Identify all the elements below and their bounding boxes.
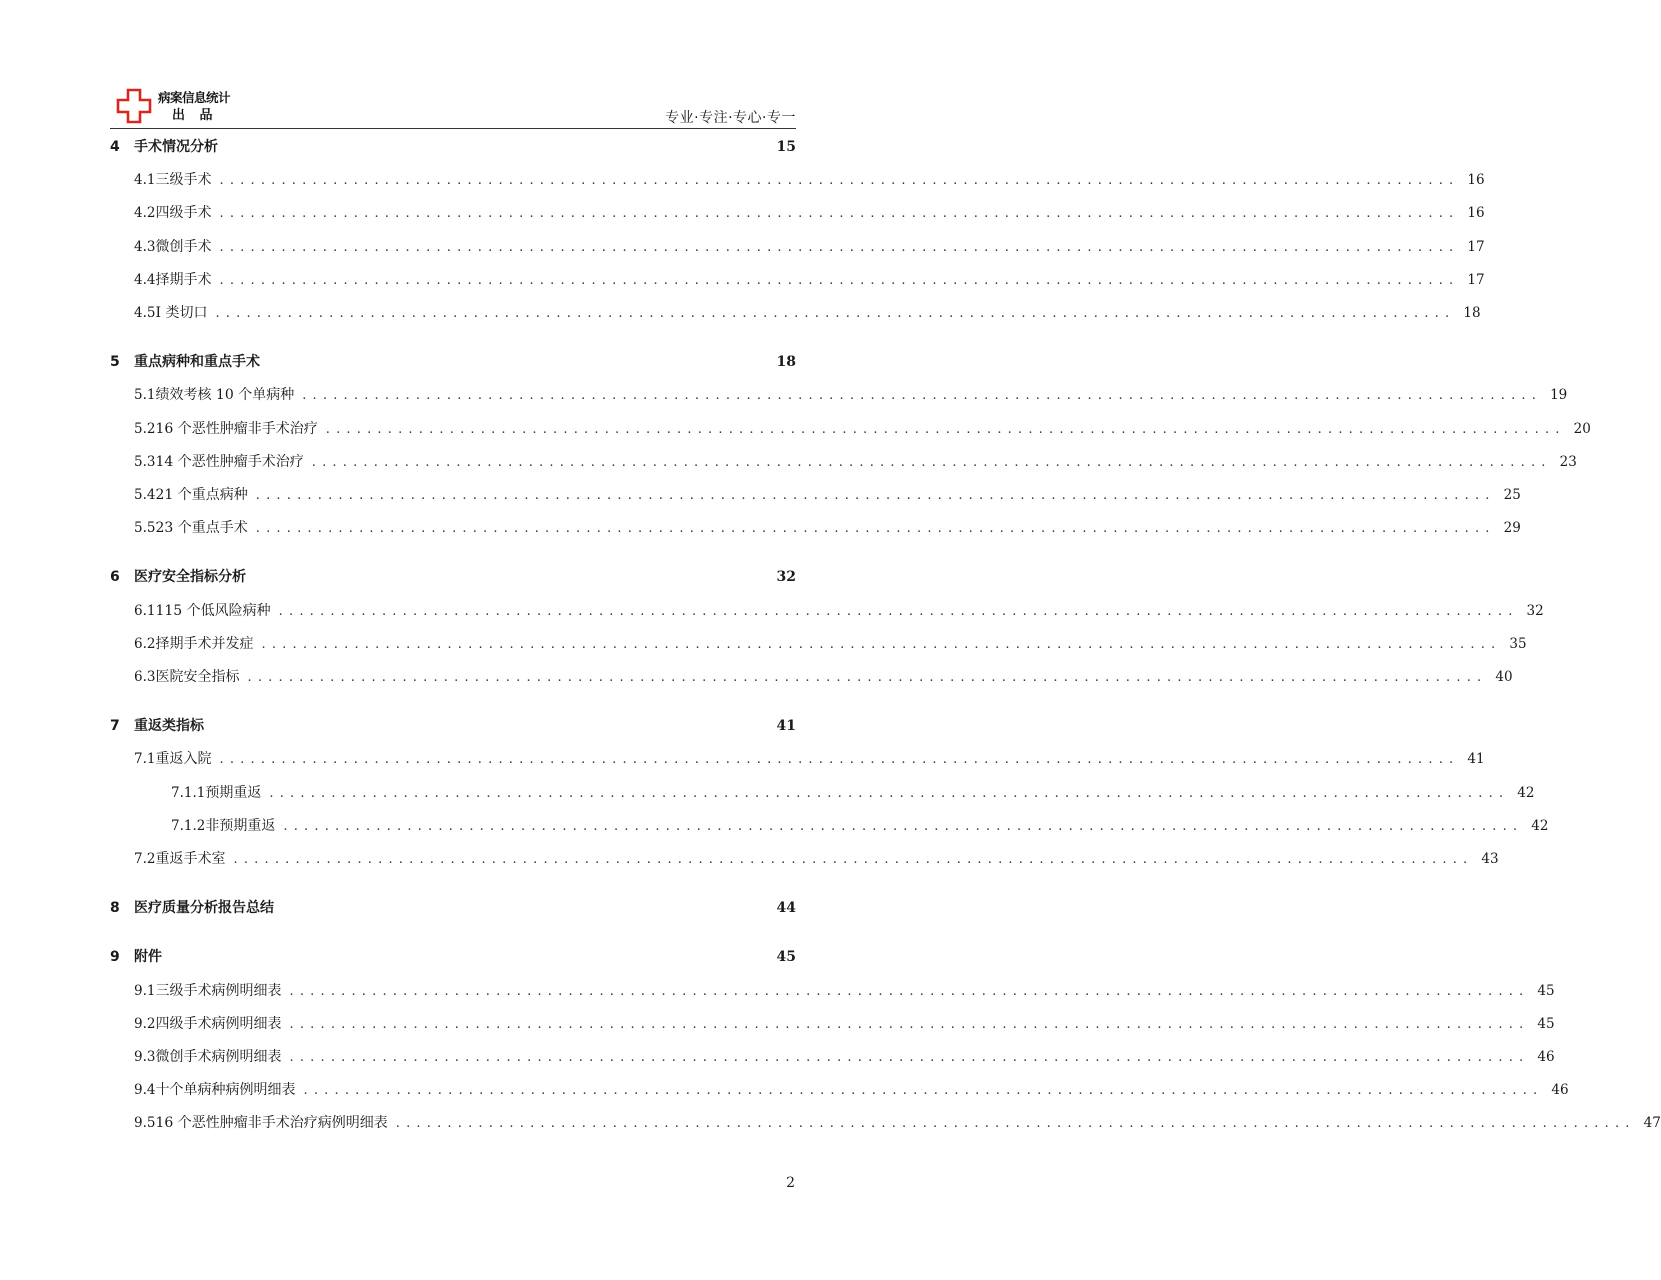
toc-section[interactable] [110,600,1544,622]
section-number: 4.5 [134,305,156,321]
dot-leader: ........................................................................................................................ [289,1016,1530,1032]
section-number: 7.2 [134,851,156,867]
toc-chapter[interactable] [110,566,796,588]
chapter-title: 附件 [134,949,162,966]
toc-chapter[interactable] [110,897,796,919]
dot-leader: ........................................................................................................................ [219,239,1460,255]
section-title: 三级手术病例明细表 [155,982,282,999]
chapter-title: 手术情况分析 [134,139,218,155]
section-number: 4.4 [134,271,156,288]
section-title: 16 个恶性肿瘤非手术治疗 [155,420,318,437]
section-title: 医院安全指标 [155,669,240,685]
section-number: 9.1 [134,982,156,999]
section-number: 4.2 [134,205,156,222]
section-number: 9.4 [134,1082,156,1099]
toc-subsection[interactable] [110,815,1549,837]
toc-subsection[interactable] [110,782,1535,804]
section-title: 微创手术病例明细表 [155,1049,282,1065]
logo-subtext: 出 品 [172,108,218,123]
toc-section[interactable] [110,848,1499,870]
logo-text: 病案信息统计 [158,90,231,105]
toc-section[interactable] [110,1046,1555,1068]
section-page: 18 [1463,305,1481,321]
section-page: 32 [1526,602,1544,619]
toc-section[interactable] [110,451,1577,473]
toc-section[interactable] [110,1013,1555,1035]
section-title: 21 个重点病种 [155,487,248,503]
section-number: 7.1 [134,751,156,768]
chapter-page: 41 [776,718,796,735]
toc-section[interactable] [110,517,1521,539]
chapter-title: 医疗质量分析报告总结 [134,900,274,917]
toc-chapter[interactable] [110,946,796,968]
toc-section[interactable] [110,169,1485,191]
chapter-number: 6 [110,569,120,586]
section-number: 5.4 [134,487,156,503]
toc-section[interactable] [110,269,1485,291]
dot-leader: ........................................................................................................................ [303,1083,1544,1099]
dot-leader: ........................................................................................................................ [325,421,1566,437]
section-title: 预期重返 [205,784,262,801]
section-page: 46 [1537,1049,1555,1065]
chapter-number: 8 [110,900,120,917]
section-title: 十个单病种病例明细表 [155,1082,296,1099]
section-number: 9.3 [134,1049,156,1065]
dot-leader: ........................................................................................................................ [255,488,1496,503]
chapter-page: 45 [776,949,796,966]
section-page: 41 [1467,751,1485,768]
section-title: 绩效考核 10 个单病种 [155,387,295,404]
toc-section[interactable] [110,666,1513,688]
dot-leader: ........................................................................................................................ [219,206,1460,222]
dot-leader: ........................................................................................................................ [311,454,1552,470]
section-page: 29 [1503,520,1521,537]
section-page: 42 [1531,817,1549,834]
section-page: 47 [1643,1115,1661,1132]
section-page: 16 [1467,205,1485,222]
section-number: 5.2 [134,420,156,437]
section-title: 23 个重点手术 [155,520,248,537]
section-page: 20 [1573,420,1591,437]
section-title: 择期手术并发症 [155,635,254,652]
toc-chapter[interactable] [110,715,796,737]
dot-leader: ........................................................................................................................ [283,818,1524,834]
red-cross-logo-icon [116,88,152,124]
toc-section[interactable] [110,302,1481,324]
dot-leader: ........................................................................................................................ [215,306,1456,321]
chapter-page: 18 [776,354,796,371]
section-title: 三级手术 [155,172,212,189]
section-number: 5.1 [134,387,156,404]
dot-leader: ........................................................................................................................ [261,636,1502,652]
section-page: 46 [1551,1082,1569,1099]
section-title: 重返入院 [155,751,212,768]
section-title: 择期手术 [155,271,212,288]
dot-leader: ........................................................................................................................ [289,983,1530,999]
toc-section[interactable] [110,1079,1569,1101]
toc-section[interactable] [110,418,1591,440]
section-title: 非预期重返 [205,817,276,834]
toc-section[interactable] [110,980,1555,1002]
dot-leader: ........................................................................................................................ [219,752,1460,768]
dot-leader: ........................................................................................................................ [302,388,1543,404]
dot-leader: ........................................................................................................................ [255,521,1496,537]
section-number: 5.5 [134,520,156,537]
dot-leader: ........................................................................................................................ [219,173,1460,189]
dot-leader: ........................................................................................................................ [278,603,1519,619]
section-title: 重返手术室 [155,851,226,867]
section-title: 16 个恶性肿瘤非手术治疗病例明细表 [155,1115,388,1132]
dot-leader: ........................................................................................................................ [233,852,1474,867]
section-page: 23 [1559,453,1577,470]
chapter-page: 44 [776,900,796,917]
chapter-number: 5 [110,354,120,371]
section-title: 115 个低风险病种 [155,602,271,619]
section-number: 7.1.2 [171,817,206,834]
section-number: 4.3 [134,238,156,255]
dot-leader: ........................................................................................................................ [289,1050,1530,1065]
section-page: 43 [1481,851,1499,867]
dot-leader: ........................................................................................................................ [269,785,1510,801]
section-number: 4.1 [134,172,156,189]
chapter-number: 9 [110,949,120,966]
page-header [110,84,796,128]
section-page: 35 [1509,635,1527,652]
section-page: 17 [1467,271,1485,288]
toc-section[interactable] [110,748,1485,770]
section-page: 45 [1537,1015,1555,1032]
section-number: 7.1.1 [171,784,206,801]
section-number: 9.5 [134,1115,156,1132]
section-page: 19 [1550,387,1568,404]
header-rule [110,128,796,129]
dot-leader: ........................................................................................................................ [395,1116,1636,1132]
section-page: 25 [1503,487,1521,503]
chapter-title: 重点病种和重点手术 [134,354,260,371]
toc-chapter[interactable] [110,136,796,158]
section-number: 6.1 [134,602,156,619]
section-title: 微创手术 [155,238,212,255]
section-page: 42 [1517,784,1535,801]
dot-leader: ........................................................................................................................ [219,272,1460,288]
section-page: 45 [1537,982,1555,999]
page-number: 2 [786,1175,795,1191]
section-page: 16 [1467,172,1485,189]
chapter-title: 医疗安全指标分析 [134,569,246,586]
section-number: 6.2 [134,635,156,652]
header-slogan: 专业·专注·专心·专一 [665,110,796,126]
chapter-number: 7 [110,718,120,735]
section-title: I 类切口 [155,305,208,321]
toc-section[interactable] [110,633,1527,655]
toc-section[interactable] [110,384,1568,406]
section-page: 40 [1495,669,1513,685]
toc-section[interactable] [110,236,1485,258]
chapter-page: 32 [776,569,796,586]
toc-chapter[interactable] [110,351,796,373]
chapter-page: 15 [776,139,796,155]
section-number: 5.3 [134,453,156,470]
section-title: 四级手术 [155,205,212,222]
toc-section[interactable] [110,484,1521,506]
section-number: 9.2 [134,1015,156,1032]
section-title: 14 个恶性肿瘤手术治疗 [155,453,304,470]
toc-section[interactable] [110,202,1485,224]
section-title: 四级手术病例明细表 [155,1015,282,1032]
section-number: 6.3 [134,669,156,685]
section-page: 17 [1467,238,1485,255]
toc-section[interactable] [110,1112,1661,1134]
dot-leader: ........................................................................................................................ [247,670,1488,685]
chapter-title: 重返类指标 [134,718,204,735]
chapter-number: 4 [110,139,120,155]
